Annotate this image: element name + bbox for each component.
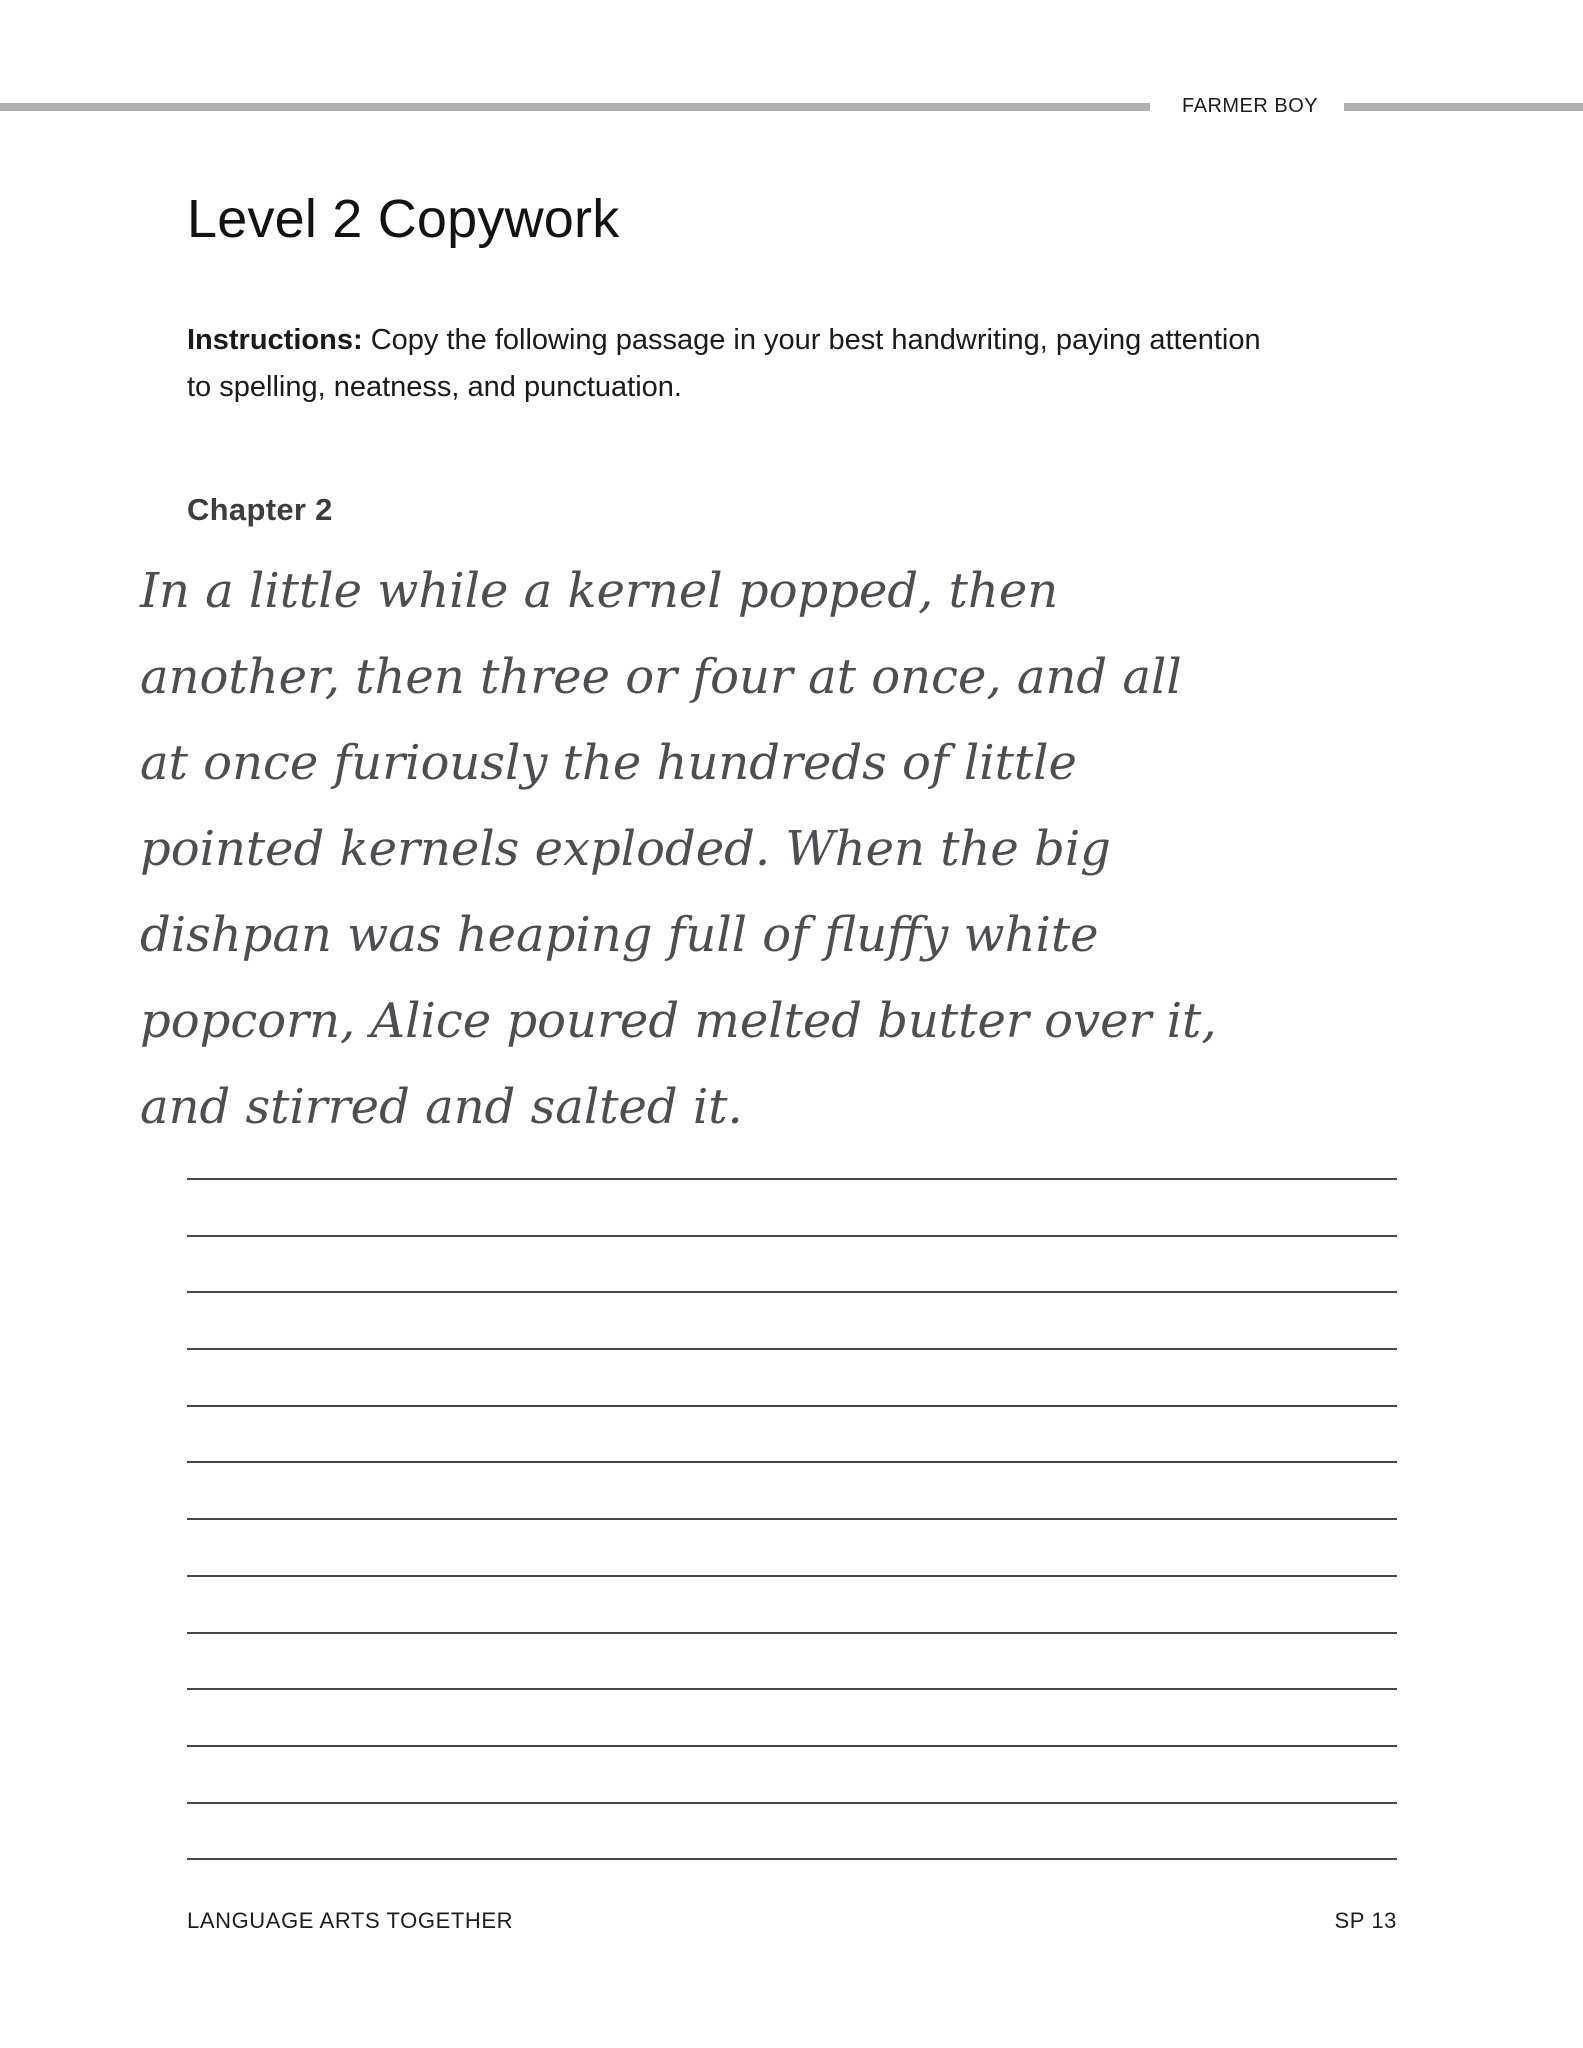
writing-line: [187, 1802, 1397, 1804]
chapter-heading: Chapter 2: [187, 492, 333, 527]
page-footer: [187, 1908, 1397, 1934]
book-title: FARMER BOY: [1182, 95, 1319, 117]
page-header: [0, 91, 1583, 122]
writing-line: [187, 1632, 1397, 1634]
page-title: Level 2 Copywork: [187, 189, 620, 249]
writing-line: [187, 1178, 1397, 1180]
header-rule-left: [0, 103, 1150, 111]
passage-line: popcorn, Alice poured melted butter over it,: [140, 993, 1217, 1049]
writing-line: [187, 1461, 1397, 1463]
instructions: [187, 317, 1272, 411]
footer-brand: LANGUAGE ARTS TOGETHER: [187, 1908, 514, 1933]
passage-line: another, then three or four at once, and all: [140, 649, 1182, 705]
writing-line: [187, 1518, 1397, 1520]
passage-line: and stirred and salted it.: [140, 1079, 743, 1135]
writing-line: [187, 1745, 1397, 1747]
passage-line: dishpan was heaping full of fluffy white: [140, 907, 1099, 963]
footer-page-number: SP 13: [1334, 1908, 1397, 1933]
passage-line: pointed kernels exploded. When the big: [140, 821, 1111, 877]
writing-line: [187, 1291, 1397, 1293]
writing-line: [187, 1858, 1397, 1860]
passage-line: In a little while a kernel popped, then: [140, 563, 1059, 619]
copywork-passage: [140, 548, 1240, 1150]
writing-line: [187, 1235, 1397, 1237]
writing-lines: [187, 1178, 1397, 1860]
writing-line: [187, 1688, 1397, 1690]
instructions-label: Instructions:: [187, 324, 363, 356]
writing-line: [187, 1348, 1397, 1350]
header-rule-right: [1344, 103, 1583, 111]
writing-line: [187, 1405, 1397, 1407]
writing-line: [187, 1575, 1397, 1577]
passage-line: at once furiously the hundreds of little: [140, 735, 1077, 791]
instructions-text: Copy the following passage in your best handwriting, paying attention to spelling, neatness, and punctuation.: [187, 324, 1261, 403]
